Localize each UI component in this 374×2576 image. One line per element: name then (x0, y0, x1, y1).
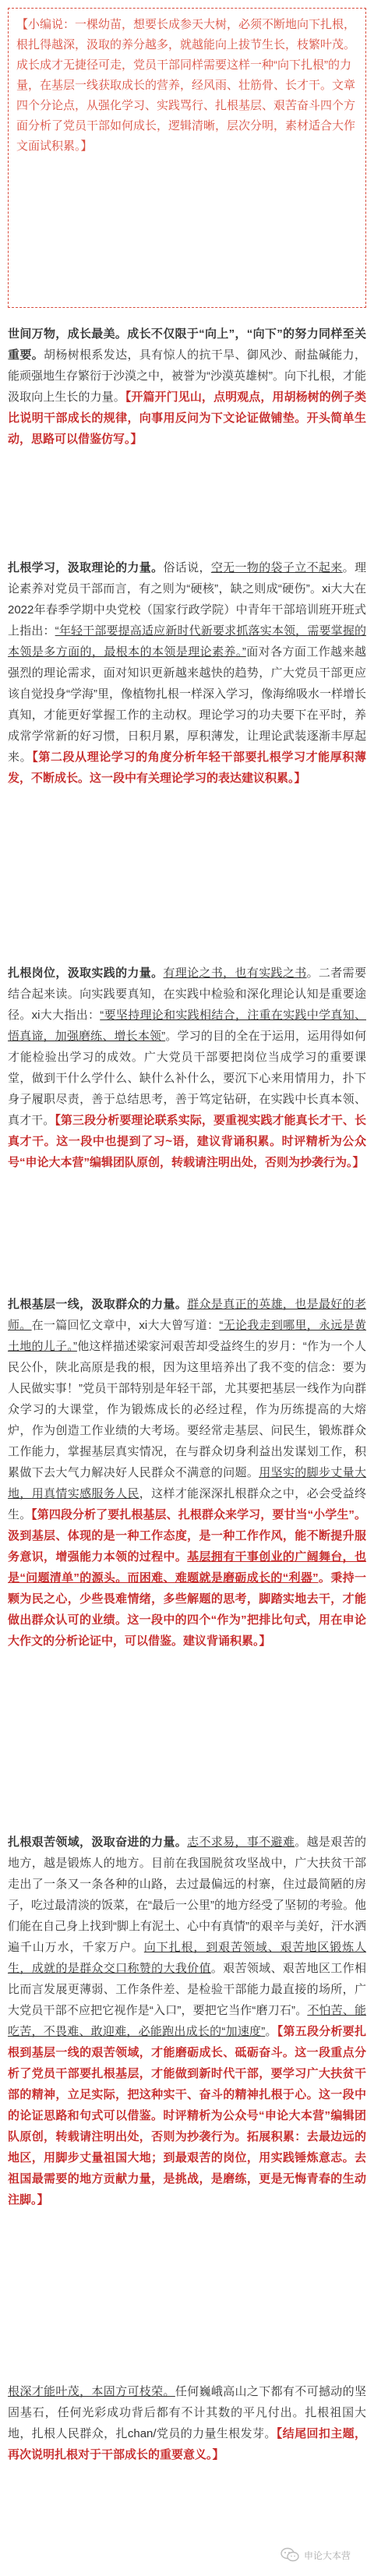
section-grassroots-paragraph (8, 1294, 366, 1652)
section-practice-body-2: 向实践要真知，在实践中检验和深化理论认知是重要途径。xi大大指出： (8, 988, 366, 1022)
section-practice-body-1: 。二者需要结合起来读。 (8, 966, 366, 1001)
section-conclusion-body: 任何巍峨高山之下都有不可撼动的坚固基石，任何光彩成功背后都有不计其数的平凡付出。扎根祖国大地，扎根人民群众，扎chan/党员的力量生根发芽。 (8, 2385, 366, 2440)
section-hardship-note-1: 【第五段分析要扎根到基层一线的艰苦领域，才能磨砺成长、砥砺奋斗。 (8, 2025, 366, 2059)
section-study-body-2: 。理论素养对党员干部而言，有之则为“硬核”，缺之则成“硬伤”。xi大大在2022年春季学期中央党校（国家行政学院）中青年干部培训班开班式上指出： (8, 561, 366, 638)
section-opening (8, 323, 366, 450)
section-hardship-lead: 扎根艰苦领域，汲取奋进的力量。 (8, 1836, 188, 1849)
section-study-paragraph (8, 557, 366, 789)
section-study-body-1: 俗话说， (163, 561, 211, 574)
section-conclusion-note: 【结尾回扣主题，再次说明扎根对于干部成长的重要意义。】 (8, 2427, 366, 2461)
section-practice-note: 【第三段分析要理论联系实际，要重视实践才能真长才干、长真才干。这一段中也提到了习~语，建议背诵积累。时评精析为公众号“申论大本营”编辑团队原创，转载请注明出处，否则为抄袭行为。】 (8, 1114, 366, 1169)
editor-note-box (8, 8, 366, 308)
wechat-watermark (280, 2547, 351, 2563)
section-grassroots-underline-3: 用坚实的脚步丈量大地，用真情实感服务人民 (8, 1466, 366, 1500)
section-opening-paragraph (8, 323, 366, 450)
section-conclusion-paragraph (8, 2381, 366, 2465)
section-grassroots-underline-1: 群众是真正的英雄，也是最好的老师。 (8, 1298, 366, 1332)
section-practice-quote: “要坚持理论和实践相结合，注重在实践中学真知、悟真谛，加强磨练、增长本领” (8, 1009, 366, 1043)
section-hardship-underline-2: 向下扎根，到艰苦领域、艰苦地区锻炼人生，成就的是群众交口称赞的大我价值 (8, 1941, 366, 1975)
footer-brand: 申论大本营 (304, 2549, 351, 2561)
section-grassroots-note-2: 基层拥有干事创业的广阔舞台，也是“问题清单”的源头。而困难、难题就是磨砺成长的“利器” (8, 1550, 366, 1585)
section-study-quote: “年轻干部要提高适应新时代新要求抓落实本领，需要掌握的本领是多方面的，最根本的本领是理论素养。” (8, 624, 366, 659)
section-study-note: 【第二段从理论学习的角度分析年轻干部要扎根学习才能厚积薄发，不断成长。这一段中有关理论学习的表达建议积累。】 (8, 751, 366, 785)
section-hardship-underline-1: 志不求易，事不避难 (187, 1836, 295, 1849)
section-hardship-underline-3: 不怕苦、能吃苦，不畏难、敢迎难，必能跑出成长的“加速度” (8, 2004, 366, 2038)
section-grassroots-note-1: 【第四段分析了要扎根基层、扎根群众来学习，要甘当“小学生”。汲到基层、体现的是一种工作态度，是一种工作作风，能不断提升服务意识，增强能力本领的过程中。 (8, 1508, 366, 1564)
section-hardship-body-3: 。 (265, 2025, 277, 2038)
section-hardship-body-1: 。越是艰苦的地方，越是锻炼人的地方。目前在我国脱贫攻坚战中，广大扶贫干部走出了一条又一条各种的山路，去过最偏远的村寨，住过最简陋的房子，吃过最清淡的饭菜，在“最后一公里”的地方经受了坚韧的考验。他们能在自己身上找到“脚上有泥土、心中有真情”的艰辛与美好，汗水洒遍千山万水，千家万户。 (8, 1836, 366, 1954)
section-hardship-note-4: 拓展积累：去最边远的地区，用脚步丈量祖国大地；到最艰苦的岗位，用实践锤炼意志。去祖国最需要的地方贡献力量，是挑战，是磨练，更是无悔青春的生动注脚。】 (8, 2130, 366, 2207)
section-practice-lead: 扎根岗位，汲取实践的力量。 (8, 966, 164, 980)
section-grassroots-note-3: 。秉持一颗为民之心，少些畏难情绪，多些解题的思考，脚踏实地去干，才能做出群众认可的业绩。这一段中的四个“作为”把排比句式，用在申论大作文的分析论证中，可以借鉴。建议背诵积累。】 (8, 1571, 366, 1648)
section-opening-lead: 世间万物，成长最美。成长不仅限于“向上”，“向下”的努力同样至关重要。 (8, 327, 366, 362)
section-hardship-note-3: ，要学习广大扶贫干部的精神，立足实际，把这种实干、奋斗的精神扎根于心。这一段中的论证思路和句式可以借鉴。时评精析为公众号“申论大本营”编辑团队原创，转载请注明出处，否则为抄袭行为。 (8, 2067, 366, 2143)
section-grassroots-body-1: 在一篇回忆文章中，xi大大曾写道： (31, 1319, 220, 1332)
section-grassroots-body-3: 党员干部特别是年轻干部，尤其要把基层一线作为向群众学习的大课堂，作为锻炼成长的必经过程，作为历练提高的大熔炉，作为创造工作业绩的大考场。要经常走基层、问民生，锻炼群众工作能力，掌握基层真实情况，在与群众切身利益出发谋划工作，积累做下去大气力解决好人民群众不满意的问题。 (8, 1382, 366, 1479)
section-hardship-note-2: 这一段重点分析了党员干部要扎根基层，才能做到新时代干部 (8, 2046, 366, 2080)
section-conclusion-lead: 根深才能叶茂，本固方可枝荣。 (8, 2385, 175, 2398)
wechat-icon (280, 2547, 299, 2563)
section-practice (8, 963, 366, 1173)
section-grassroots-body-2: 他这样描述梁家河艰苦却受益终生的岁月：“作为一个人民公仆，陕北高原是我的根，因为这里培养出了我不变的信念：要为人民做实事！” (8, 1340, 366, 1395)
section-practice-body-3: 。学习的目的全在于运用，运用得如何才能检验出学习的成效。广大党员干部要把岗位当成学习的重要课堂，做到干什么学什么、缺什么补什么，要沉下心来用情用力，扑下身子履职尽责，善于总结思考，善于笃定钻研，在实践中长真本领、真才干。 (8, 1030, 366, 1127)
section-grassroots-body-4: ，这样才能深深扎根群众之中，必会受益终生。 (8, 1487, 366, 1521)
section-study-body-3: 面对各方面工作越来越强烈的理论需求，面对知识更新越来越快的趋势，广大党员干部更应该自觉投身“学海”里，像植物扎根一样深入学习，像海绵吸水一样增长真知，才能更好掌握工作的主动权。理论学习的功夫要下在平时，养成常学常新的好习惯，日积月累，厚积薄发，让理论武装逐渐丰厚起来。 (8, 645, 366, 764)
section-opening-note: 【开篇开门见山，点明观点，用胡杨树的例子类比说明干部成长的规律，向事用反问为下文论证做铺垫。开头简单生动，思路可以借鉴仿写。】 (8, 390, 366, 446)
section-study-underline-1: 空无一物的袋子立不起来 (210, 561, 343, 574)
section-opening-body: 胡杨树根系发达，具有惊人的抗干旱、御风沙、耐盐碱能力，能顽强地生存繁衍于沙漠之中，被誉为“沙漠英雄树”。向下扎根，才能汲取向上生长的力量。 (8, 348, 366, 404)
section-study-lead: 扎根学习，汲取理论的力量。 (8, 561, 164, 574)
section-hardship (8, 1832, 366, 2210)
section-study (8, 557, 366, 789)
section-grassroots (8, 1294, 366, 1652)
section-conclusion (8, 2381, 366, 2465)
section-hardship-paragraph (8, 1832, 366, 2210)
section-grassroots-lead: 扎根基层一线，汲取群众的力量。 (8, 1298, 188, 1311)
section-practice-paragraph (8, 963, 366, 1173)
section-practice-underline-1: 有理论之书，也有实践之书 (163, 966, 307, 980)
section-grassroots-quote: “无论我走到哪里，永远是黄土地的儿子。” (8, 1319, 366, 1353)
editor-note-text: 【小编说：一棵幼苗，想要长成参天大树，必须不断地向下扎根，根扎得越深，汲取的养分越多，就越能向上拔节生长，枝繁叶茂。成长成才无捷径可走，党员干部同样需要这样一种“向下扎根”的力量，在基层一线获取成长的营养，经风雨、壮筋骨、长才干。文章四个分论点，从强化学习、实践骂行、扎根基层、艰苦奋斗四个方面分析了党员干部如何成长，逻辑清晰，层次分明，素材适合大作文面试积累。】 (16, 18, 356, 153)
section-hardship-body-2: 。艰苦领域、艰苦地区工作相比而言发展更薄弱、工作条件差、是检验干部能力最直接的场所，广大党员干部不应把它视作是“入口”，要把它当作“磨刀石”。 (8, 1962, 366, 2017)
